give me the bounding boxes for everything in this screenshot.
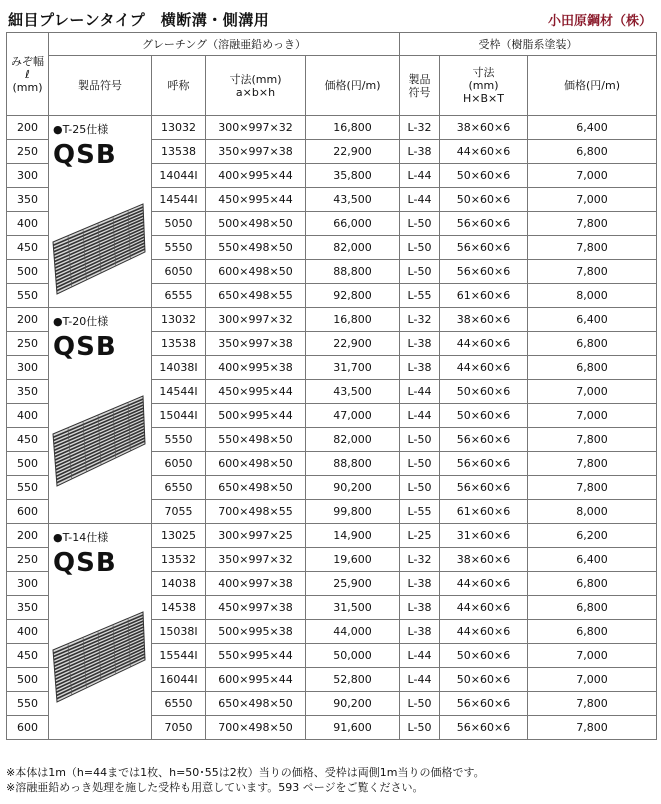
width-cell: 450 bbox=[7, 428, 49, 452]
spec-label: ●T-20仕様 bbox=[53, 315, 109, 328]
header-frame-group: 受枠（樹脂系塗装） bbox=[400, 33, 657, 56]
frame-dimension-cell: 44×60×6 bbox=[440, 620, 528, 644]
grating-illustration bbox=[51, 394, 147, 490]
frame-price-cell: 6,800 bbox=[528, 572, 657, 596]
dimension-cell: 500×498×50 bbox=[206, 212, 306, 236]
frame-code-cell: L-38 bbox=[400, 332, 440, 356]
frame-code-cell: L-50 bbox=[400, 428, 440, 452]
header-price: 価格(円/m) bbox=[306, 56, 400, 116]
model-cell: 14544I bbox=[152, 380, 206, 404]
model-cell: 14044I bbox=[152, 164, 206, 188]
frame-code-cell: L-50 bbox=[400, 452, 440, 476]
frame-dimension-cell: 50×60×6 bbox=[440, 380, 528, 404]
frame-price-cell: 7,800 bbox=[528, 476, 657, 500]
dimension-cell: 600×498×50 bbox=[206, 452, 306, 476]
dimension-cell: 650×498×55 bbox=[206, 284, 306, 308]
dimension-cell: 300×997×25 bbox=[206, 524, 306, 548]
frame-code-cell: L-50 bbox=[400, 716, 440, 740]
brand-label: QSB bbox=[53, 548, 117, 578]
width-cell: 200 bbox=[7, 308, 49, 332]
model-cell: 13032 bbox=[152, 116, 206, 140]
price-cell: 82,000 bbox=[306, 236, 400, 260]
frame-price-cell: 7,800 bbox=[528, 428, 657, 452]
frame-dimension-cell: 56×60×6 bbox=[440, 716, 528, 740]
frame-price-cell: 6,800 bbox=[528, 620, 657, 644]
frame-price-cell: 7,000 bbox=[528, 404, 657, 428]
header-frame-code: 製品 符号 bbox=[400, 56, 440, 116]
dimension-cell: 300×997×32 bbox=[206, 116, 306, 140]
footnote: ※溶融亜鉛めっき処理を施した受枠も用意しています。593 ページをご覧ください。 bbox=[6, 781, 424, 794]
product-code-cell bbox=[49, 116, 152, 308]
dimension-cell: 650×498×50 bbox=[206, 476, 306, 500]
model-cell: 15544I bbox=[152, 644, 206, 668]
price-cell: 52,800 bbox=[306, 668, 400, 692]
frame-dimension-cell: 31×60×6 bbox=[440, 524, 528, 548]
frame-price-cell: 7,800 bbox=[528, 692, 657, 716]
frame-dimension-cell: 44×60×6 bbox=[440, 572, 528, 596]
model-cell: 14038I bbox=[152, 356, 206, 380]
price-cell: 99,800 bbox=[306, 500, 400, 524]
table-row bbox=[7, 116, 657, 140]
frame-dimension-cell: 56×60×6 bbox=[440, 236, 528, 260]
dimension-cell: 550×995×44 bbox=[206, 644, 306, 668]
frame-price-cell: 6,800 bbox=[528, 356, 657, 380]
width-cell: 250 bbox=[7, 332, 49, 356]
frame-price-cell: 6,800 bbox=[528, 140, 657, 164]
dimension-cell: 600×498×50 bbox=[206, 260, 306, 284]
frame-code-cell: L-44 bbox=[400, 668, 440, 692]
frame-code-cell: L-32 bbox=[400, 116, 440, 140]
frame-dimension-cell: 56×60×6 bbox=[440, 260, 528, 284]
price-cell: 47,000 bbox=[306, 404, 400, 428]
frame-dimension-cell: 56×60×6 bbox=[440, 212, 528, 236]
price-cell: 91,600 bbox=[306, 716, 400, 740]
model-cell: 14038 bbox=[152, 572, 206, 596]
page-title: 細目プレーンタイプ 横断溝・側溝用 bbox=[8, 11, 270, 29]
price-cell: 90,200 bbox=[306, 476, 400, 500]
frame-code-cell: L-44 bbox=[400, 404, 440, 428]
frame-price-cell: 6,400 bbox=[528, 548, 657, 572]
price-cell: 22,900 bbox=[306, 332, 400, 356]
frame-dimension-cell: 38×60×6 bbox=[440, 308, 528, 332]
price-cell: 88,800 bbox=[306, 260, 400, 284]
frame-code-cell: L-50 bbox=[400, 260, 440, 284]
frame-dimension-cell: 44×60×6 bbox=[440, 332, 528, 356]
width-cell: 350 bbox=[7, 596, 49, 620]
width-cell: 550 bbox=[7, 692, 49, 716]
frame-code-cell: L-50 bbox=[400, 212, 440, 236]
width-cell: 600 bbox=[7, 716, 49, 740]
frame-dimension-cell: 56×60×6 bbox=[440, 428, 528, 452]
model-cell: 14538 bbox=[152, 596, 206, 620]
frame-price-cell: 6,800 bbox=[528, 332, 657, 356]
dimension-cell: 400×997×38 bbox=[206, 572, 306, 596]
width-cell: 500 bbox=[7, 668, 49, 692]
model-cell: 13538 bbox=[152, 140, 206, 164]
product-code-cell bbox=[49, 308, 152, 524]
frame-code-cell: L-44 bbox=[400, 644, 440, 668]
model-cell: 5550 bbox=[152, 428, 206, 452]
footnote: ※本体は1m（h=44までは1枚、h=50･55は2枚）当りの価格、受枠は両側1m当りの価格です。 bbox=[6, 766, 485, 779]
model-cell: 6555 bbox=[152, 284, 206, 308]
frame-price-cell: 7,000 bbox=[528, 380, 657, 404]
dimension-cell: 500×995×44 bbox=[206, 404, 306, 428]
frame-dimension-cell: 50×60×6 bbox=[440, 164, 528, 188]
model-cell: 7050 bbox=[152, 716, 206, 740]
brand-label: QSB bbox=[53, 332, 117, 362]
dimension-cell: 400×995×38 bbox=[206, 356, 306, 380]
frame-code-cell: L-44 bbox=[400, 188, 440, 212]
frame-dimension-cell: 56×60×6 bbox=[440, 476, 528, 500]
frame-code-cell: L-32 bbox=[400, 548, 440, 572]
header-frame-dimension: 寸法 (mm) H×B×T bbox=[440, 56, 528, 116]
price-cell: 50,000 bbox=[306, 644, 400, 668]
header-product-code: 製品符号 bbox=[49, 56, 152, 116]
model-cell: 5550 bbox=[152, 236, 206, 260]
title-bar bbox=[6, 6, 656, 32]
model-cell: 13032 bbox=[152, 308, 206, 332]
frame-code-cell: L-44 bbox=[400, 380, 440, 404]
width-cell: 200 bbox=[7, 116, 49, 140]
model-cell: 7055 bbox=[152, 500, 206, 524]
width-cell: 600 bbox=[7, 500, 49, 524]
frame-code-cell: L-38 bbox=[400, 140, 440, 164]
model-cell: 6550 bbox=[152, 476, 206, 500]
grating-illustration bbox=[51, 202, 147, 298]
price-cell: 88,800 bbox=[306, 452, 400, 476]
frame-code-cell: L-55 bbox=[400, 500, 440, 524]
frame-dimension-cell: 50×60×6 bbox=[440, 404, 528, 428]
frame-dimension-cell: 44×60×6 bbox=[440, 356, 528, 380]
price-cell: 22,900 bbox=[306, 140, 400, 164]
width-cell: 300 bbox=[7, 164, 49, 188]
frame-price-cell: 6,400 bbox=[528, 308, 657, 332]
price-cell: 35,800 bbox=[306, 164, 400, 188]
frame-dimension-cell: 61×60×6 bbox=[440, 284, 528, 308]
price-cell: 82,000 bbox=[306, 428, 400, 452]
frame-price-cell: 7,800 bbox=[528, 260, 657, 284]
dimension-cell: 700×498×50 bbox=[206, 716, 306, 740]
frame-dimension-cell: 50×60×6 bbox=[440, 188, 528, 212]
dimension-cell: 300×997×32 bbox=[206, 308, 306, 332]
frame-dimension-cell: 44×60×6 bbox=[440, 140, 528, 164]
model-cell: 14544I bbox=[152, 188, 206, 212]
model-cell: 16044I bbox=[152, 668, 206, 692]
frame-price-cell: 6,800 bbox=[528, 596, 657, 620]
table-row bbox=[7, 308, 657, 332]
dimension-cell: 550×498×50 bbox=[206, 236, 306, 260]
frame-dimension-cell: 44×60×6 bbox=[440, 596, 528, 620]
price-table bbox=[6, 32, 657, 740]
frame-price-cell: 7,000 bbox=[528, 164, 657, 188]
frame-code-cell: L-38 bbox=[400, 356, 440, 380]
width-cell: 200 bbox=[7, 524, 49, 548]
grating-illustration bbox=[51, 610, 147, 706]
width-cell: 300 bbox=[7, 356, 49, 380]
product-code-cell bbox=[49, 524, 152, 740]
frame-code-cell: L-25 bbox=[400, 524, 440, 548]
frame-dimension-cell: 56×60×6 bbox=[440, 692, 528, 716]
frame-price-cell: 8,000 bbox=[528, 500, 657, 524]
table-body bbox=[7, 116, 657, 740]
header-width: みぞ幅 ℓ (mm) bbox=[7, 33, 49, 116]
frame-price-cell: 8,000 bbox=[528, 284, 657, 308]
brand-label: QSB bbox=[53, 140, 117, 170]
width-cell: 400 bbox=[7, 404, 49, 428]
dimension-cell: 350×997×32 bbox=[206, 548, 306, 572]
price-cell: 43,500 bbox=[306, 188, 400, 212]
model-cell: 6050 bbox=[152, 260, 206, 284]
frame-code-cell: L-38 bbox=[400, 620, 440, 644]
frame-price-cell: 6,400 bbox=[528, 116, 657, 140]
frame-price-cell: 7,000 bbox=[528, 644, 657, 668]
model-cell: 6050 bbox=[152, 452, 206, 476]
dimension-cell: 400×995×44 bbox=[206, 164, 306, 188]
price-cell: 16,800 bbox=[306, 116, 400, 140]
width-cell: 450 bbox=[7, 236, 49, 260]
dimension-cell: 600×995×44 bbox=[206, 668, 306, 692]
width-cell: 400 bbox=[7, 212, 49, 236]
price-cell: 90,200 bbox=[306, 692, 400, 716]
width-cell: 300 bbox=[7, 572, 49, 596]
dimension-cell: 550×498×50 bbox=[206, 428, 306, 452]
dimension-cell: 450×995×44 bbox=[206, 188, 306, 212]
frame-dimension-cell: 50×60×6 bbox=[440, 644, 528, 668]
manufacturer-name: 小田原鋼材（株） bbox=[547, 14, 652, 29]
header-frame-price: 価格(円/m) bbox=[528, 56, 657, 116]
price-cell: 92,800 bbox=[306, 284, 400, 308]
header-grating-group: グレーチング（溶融亜鉛めっき） bbox=[49, 33, 400, 56]
frame-price-cell: 7,800 bbox=[528, 716, 657, 740]
width-cell: 500 bbox=[7, 260, 49, 284]
frame-dimension-cell: 50×60×6 bbox=[440, 668, 528, 692]
dimension-cell: 700×498×55 bbox=[206, 500, 306, 524]
price-cell: 31,500 bbox=[306, 596, 400, 620]
model-cell: 6550 bbox=[152, 692, 206, 716]
frame-code-cell: L-50 bbox=[400, 236, 440, 260]
frame-dimension-cell: 38×60×6 bbox=[440, 548, 528, 572]
frame-code-cell: L-50 bbox=[400, 476, 440, 500]
width-cell: 350 bbox=[7, 380, 49, 404]
price-cell: 16,800 bbox=[306, 308, 400, 332]
frame-price-cell: 7,800 bbox=[528, 236, 657, 260]
price-cell: 43,500 bbox=[306, 380, 400, 404]
frame-price-cell: 7,800 bbox=[528, 452, 657, 476]
frame-code-cell: L-38 bbox=[400, 572, 440, 596]
frame-code-cell: L-38 bbox=[400, 596, 440, 620]
width-cell: 550 bbox=[7, 476, 49, 500]
width-cell: 350 bbox=[7, 188, 49, 212]
dimension-cell: 500×995×38 bbox=[206, 620, 306, 644]
frame-code-cell: L-32 bbox=[400, 308, 440, 332]
dimension-cell: 450×995×44 bbox=[206, 380, 306, 404]
price-cell: 31,700 bbox=[306, 356, 400, 380]
frame-dimension-cell: 56×60×6 bbox=[440, 452, 528, 476]
model-cell: 13532 bbox=[152, 548, 206, 572]
frame-price-cell: 6,200 bbox=[528, 524, 657, 548]
header-model: 呼称 bbox=[152, 56, 206, 116]
width-cell: 250 bbox=[7, 548, 49, 572]
frame-price-cell: 7,000 bbox=[528, 668, 657, 692]
price-cell: 66,000 bbox=[306, 212, 400, 236]
width-cell: 250 bbox=[7, 140, 49, 164]
width-cell: 500 bbox=[7, 452, 49, 476]
frame-code-cell: L-50 bbox=[400, 692, 440, 716]
frame-dimension-cell: 61×60×6 bbox=[440, 500, 528, 524]
dimension-cell: 350×997×38 bbox=[206, 140, 306, 164]
dimension-cell: 450×997×38 bbox=[206, 596, 306, 620]
dimension-cell: 650×498×50 bbox=[206, 692, 306, 716]
spec-label: ●T-14仕様 bbox=[53, 531, 109, 544]
frame-code-cell: L-44 bbox=[400, 164, 440, 188]
model-cell: 15044I bbox=[152, 404, 206, 428]
frame-price-cell: 7,000 bbox=[528, 188, 657, 212]
model-cell: 15038I bbox=[152, 620, 206, 644]
header-dimension: 寸法(mm) a×b×h bbox=[206, 56, 306, 116]
price-cell: 44,000 bbox=[306, 620, 400, 644]
width-cell: 550 bbox=[7, 284, 49, 308]
price-cell: 19,600 bbox=[306, 548, 400, 572]
frame-price-cell: 7,800 bbox=[528, 212, 657, 236]
frame-dimension-cell: 38×60×6 bbox=[440, 116, 528, 140]
frame-code-cell: L-55 bbox=[400, 284, 440, 308]
dimension-cell: 350×997×38 bbox=[206, 332, 306, 356]
spec-label: ●T-25仕様 bbox=[53, 123, 109, 136]
table-row bbox=[7, 524, 657, 548]
width-cell: 400 bbox=[7, 620, 49, 644]
model-cell: 13025 bbox=[152, 524, 206, 548]
width-cell: 450 bbox=[7, 644, 49, 668]
footnotes bbox=[6, 765, 656, 795]
price-cell: 25,900 bbox=[306, 572, 400, 596]
model-cell: 13538 bbox=[152, 332, 206, 356]
model-cell: 5050 bbox=[152, 212, 206, 236]
price-cell: 14,900 bbox=[306, 524, 400, 548]
